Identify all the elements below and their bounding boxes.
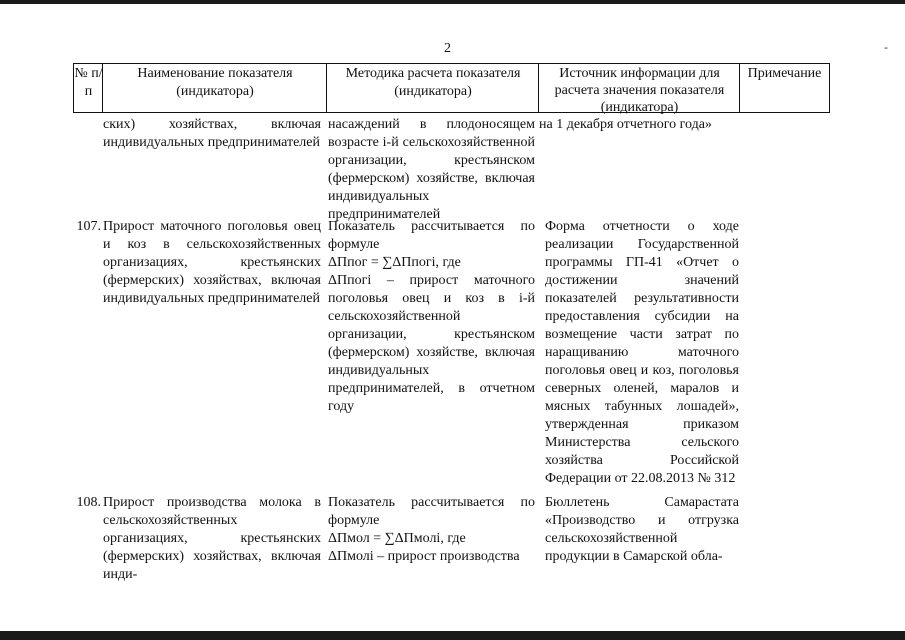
- header-num-text: № п/п: [74, 66, 103, 99]
- row-107-method: [328, 218, 535, 416]
- row-108-method-intro: Показатель рассчитывается по формуле: [328, 495, 535, 528]
- corner-mark: -: [884, 40, 888, 54]
- header-method: [326, 63, 539, 113]
- row-107-method-definition: ΔПпогi – прирост маточного поголовья овец и коз в i-й сельскохозяйственной организации, крестьянском (фермерском) хозяйстве, включая индивидуальных предпринимателей, в отчетном году: [328, 273, 535, 414]
- row-107-name: Прирост маточного поголовья овец и коз в сельскохозяйственных организациях, крестьянских (фермерских) хозяйствах, включая индивидуальных предпринимателей: [103, 219, 321, 306]
- continuation-source: на 1 декабря отчетного года»: [539, 117, 712, 132]
- row-108-method-definition: ΔПмолi – прирост производства: [328, 549, 520, 564]
- row-107-formula: ΔПпог = ∑ΔПпогi, где: [328, 255, 461, 270]
- page-number: 2: [444, 41, 451, 56]
- header-name-text: Наименование показателя (индикатора): [137, 66, 293, 99]
- continuation-method: насаждений в плодоносящем возрасте i-й сельскохозяйственной организации, крестьянском (фермерском) хозяйстве, включая индивидуальных предпринимателей: [328, 117, 535, 222]
- scan-border-bottom: [0, 631, 905, 640]
- row-107-method-intro: Показатель рассчитывается по формуле: [328, 219, 535, 252]
- row-108-formula: ΔПмол = ∑ΔПмолi, где: [328, 531, 466, 546]
- row-108-number: 108.: [76, 495, 101, 510]
- header-note: [739, 63, 830, 113]
- row-108-name: Прирост производства молока в сельскохозяйственных организациях, крестьянских (фермерских) хозяйствах, включая инди-: [103, 495, 321, 582]
- header-source: [538, 63, 740, 113]
- scan-border-top: [0, 0, 905, 4]
- header-method-text: Методика расчета показателя (индикатора): [345, 66, 521, 99]
- header-name: [102, 63, 327, 113]
- row-107-source: Форма отчетности о ходе реализации Государственной программы ГП-41 «Отчет о достижении значений показателей результативности предоставления субсидии на возмещение части затрат по наращиванию маточного поголовья овец и коз, поголовья северных оленей, маралов и мясных табунных лошадей», утвержденная приказом Министерства сельского хозяйства Российской Федерации от 22.08.2013 № 312: [545, 219, 739, 486]
- header-num: [73, 63, 103, 113]
- header-source-text: Источник информации для расчета значения показателя (индикатора): [554, 66, 725, 115]
- row-108-source: Бюллетень Самарастата «Производство и отгрузка сельскохозяйственной продукции в Самарской обла-: [545, 495, 739, 564]
- header-note-text: Примечание: [747, 66, 822, 81]
- row-108-method: [328, 494, 535, 566]
- row-107-number: 107.: [76, 219, 101, 234]
- continuation-name: ских) хозяйствах, включая индивидуальных предпринимателей: [103, 117, 321, 150]
